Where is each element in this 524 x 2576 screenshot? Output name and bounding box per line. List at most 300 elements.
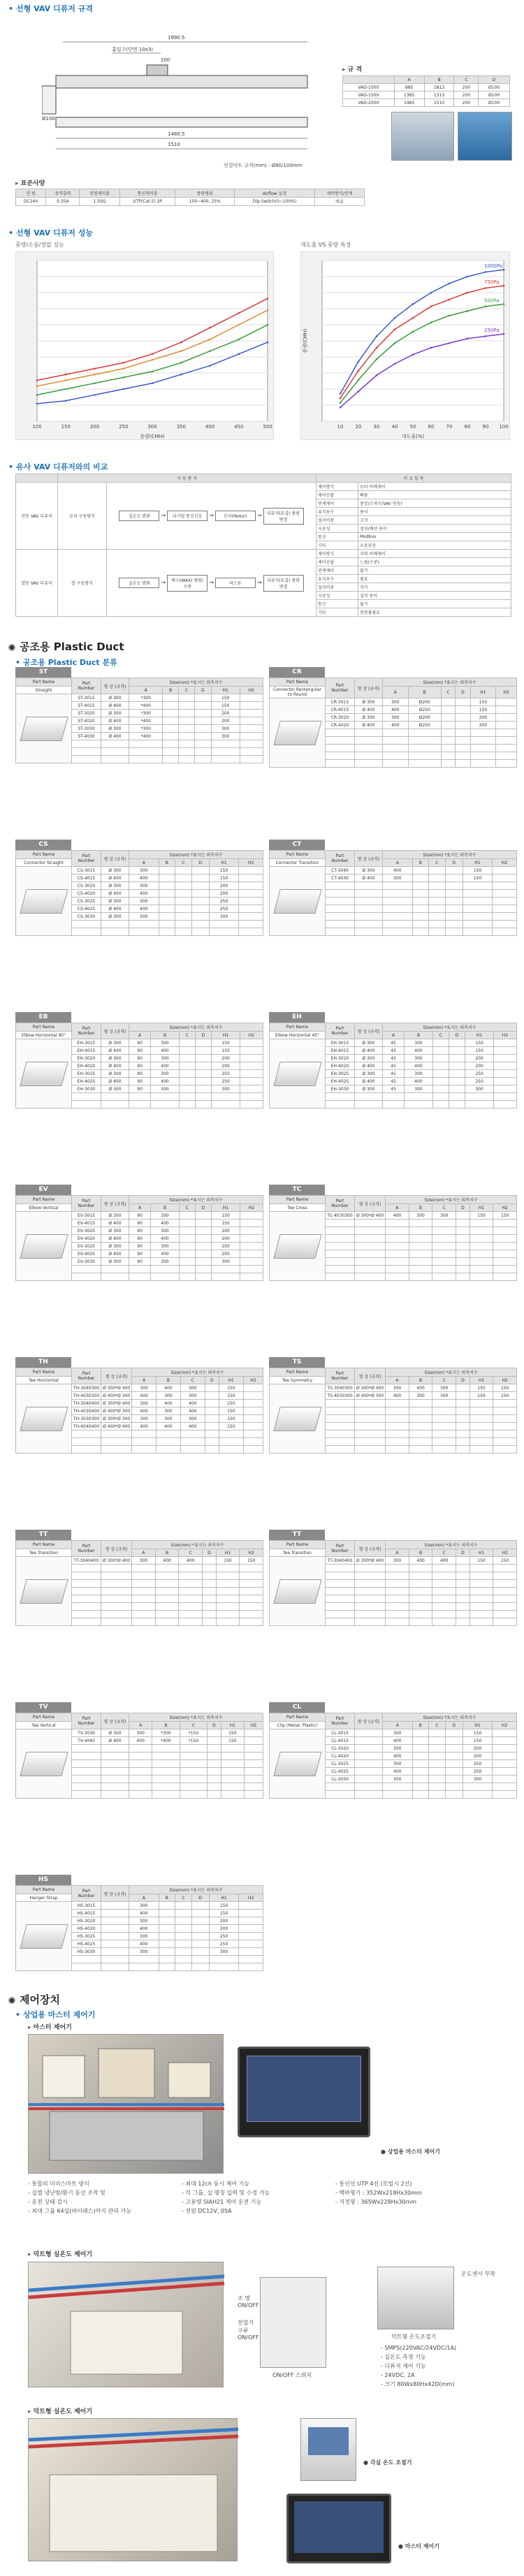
duct-illustration xyxy=(270,1212,326,1281)
duct-shape-icon xyxy=(20,1752,68,1776)
duct-cell xyxy=(326,1258,355,1266)
duct-cell xyxy=(151,1101,180,1108)
duct-cell: Ø 300 xyxy=(101,1212,129,1220)
duct-cell xyxy=(456,1446,470,1454)
duct-cell: Ø 300*Ø 300 xyxy=(101,1415,132,1423)
dim-2: 흡입구(단면 10x3) xyxy=(112,47,154,52)
col-letter: C xyxy=(175,1894,192,1902)
duct-cell: EV-3030 xyxy=(72,1258,101,1266)
duct-cell xyxy=(470,729,496,737)
flow-step: 피스톤 xyxy=(215,578,256,588)
duct-cell xyxy=(326,1101,355,1108)
duct-cell xyxy=(179,1235,195,1243)
duct-illustration xyxy=(270,867,326,936)
section-bullet-icon xyxy=(8,644,15,651)
duct-shape-icon xyxy=(20,1062,68,1086)
comparison-header-cell xyxy=(16,474,58,483)
duct-cell xyxy=(159,1910,175,1917)
dim-3: 200 xyxy=(161,57,170,63)
duct-cell xyxy=(239,913,263,921)
compare-item: 유지보수 xyxy=(316,508,358,516)
duct-cell xyxy=(429,1791,446,1799)
duct-cell: 300 xyxy=(151,1055,180,1062)
duct-cell: 300 xyxy=(129,867,159,874)
duct-cell: 300 xyxy=(132,1400,157,1407)
duct-cell xyxy=(493,1093,516,1101)
duct-cell: Ø 300 xyxy=(101,913,129,921)
duct-cell xyxy=(72,1768,101,1776)
col-size: Size(mm) *표시는 외측치수 xyxy=(129,1023,263,1032)
col-size: Size(mm) *표시는 외측치수 xyxy=(132,1368,263,1377)
duct-cell: 300 xyxy=(383,1745,413,1752)
duct-cell xyxy=(386,1572,409,1580)
data-point xyxy=(485,335,487,337)
duct-cell xyxy=(155,1611,179,1618)
duct-cell: EH-3030 xyxy=(326,1085,355,1093)
duct-cell xyxy=(326,921,355,928)
compare-item: 설치비용 xyxy=(316,583,358,592)
data-point xyxy=(358,360,360,363)
duct-cell xyxy=(132,1603,156,1611)
duct-cell xyxy=(72,1565,101,1572)
duct-cell xyxy=(326,905,355,913)
duct-cell xyxy=(244,1760,263,1768)
col-part-number: Part Number xyxy=(72,1713,101,1729)
duct-illustration xyxy=(270,698,326,768)
duct-cell xyxy=(441,714,455,722)
duct-cell xyxy=(412,1768,429,1776)
duct-header-row xyxy=(270,851,517,859)
sec5-sub: • 상업용 마스터 제어기 xyxy=(15,2009,95,2020)
duct-table xyxy=(269,1713,517,1799)
duct-cell xyxy=(412,1729,429,1737)
duct-cell: 300 xyxy=(209,913,239,921)
duct-cell: 400 xyxy=(129,905,159,913)
duct-cell xyxy=(445,867,463,874)
duct-cell xyxy=(456,1415,470,1423)
duct-cell xyxy=(129,1266,151,1273)
duct-cell: Ø 400 xyxy=(355,1078,383,1085)
duct-code: EB xyxy=(15,1012,71,1023)
duct-cell xyxy=(179,1047,195,1055)
duct-cell xyxy=(456,1227,470,1235)
compare-value: 소음낮음 xyxy=(358,541,511,550)
col-letter: H1 xyxy=(463,859,493,867)
duct-cell xyxy=(470,1565,493,1572)
duct-cell xyxy=(493,1603,517,1611)
data-point xyxy=(430,347,432,349)
col-letter: D xyxy=(208,1722,221,1729)
room1-caption: 덕트형 온도조절기 xyxy=(391,2334,437,2340)
duct-cell xyxy=(101,1917,129,1925)
x-tick-label: 500 xyxy=(263,424,272,430)
col-letter: H1 xyxy=(209,859,239,867)
building-illustration xyxy=(28,2034,224,2174)
arrow-right-icon: → xyxy=(256,579,262,585)
duct-cell xyxy=(409,1603,432,1611)
duct-cell xyxy=(243,1438,263,1446)
list4 xyxy=(381,2343,514,2389)
sec2-title: • 선형 VAV 디퓨저 성능 xyxy=(8,227,93,238)
duct-cell xyxy=(355,1423,386,1430)
duct-cell: 300 xyxy=(383,874,413,882)
duct-cell xyxy=(194,740,211,748)
duct-cell xyxy=(409,1446,432,1454)
duct-cell xyxy=(493,1101,516,1108)
duct-header-row-2 xyxy=(16,1377,263,1384)
duct-cell xyxy=(159,1917,175,1925)
duct-cell xyxy=(132,1618,156,1626)
col-letter: B xyxy=(159,859,175,867)
col-letter: A xyxy=(386,1204,409,1212)
col-part-number: Part Number xyxy=(72,1541,101,1557)
duct-cell: 400 xyxy=(383,722,409,729)
duct-cell xyxy=(72,1266,101,1273)
duct-cell xyxy=(456,737,470,745)
duct-cell xyxy=(179,1070,195,1078)
duct-cell xyxy=(101,1093,129,1101)
duct-cell xyxy=(129,1768,152,1776)
data-point xyxy=(503,269,505,271)
duct-cell xyxy=(449,1062,465,1070)
duct-cell: Ø 300*Ø 400 xyxy=(101,1557,132,1565)
duct-header-row-2 xyxy=(270,859,517,867)
duct-row xyxy=(270,698,517,706)
duct-cell xyxy=(493,1588,517,1595)
duct-cell xyxy=(240,1266,263,1273)
duct-cell: TH-4030400 xyxy=(72,1407,101,1415)
duct-cell xyxy=(195,1078,212,1085)
duct-cell xyxy=(240,1580,263,1588)
duct-cell: CL-4015 xyxy=(326,1737,355,1745)
duct-cell xyxy=(208,1745,221,1752)
part-name: Tee Cross xyxy=(270,1204,326,1212)
duct-cell xyxy=(72,1603,101,1611)
x-tick-label: 450 xyxy=(234,424,244,430)
duct-cell xyxy=(159,1940,175,1948)
duct-illustration xyxy=(16,1729,72,1799)
duct-cell xyxy=(72,1956,101,1963)
duct-cell: Ø 400*Ø 300 xyxy=(355,1392,386,1400)
duct-cell: 300 xyxy=(386,1384,409,1392)
duct-cell xyxy=(470,1572,493,1580)
arrow-right-icon: → xyxy=(161,512,166,518)
duct-cell: Ø 300 xyxy=(355,1085,383,1093)
duct-cell xyxy=(159,1902,175,1910)
duct-cell xyxy=(463,1783,493,1791)
duct-cell xyxy=(432,1039,449,1047)
col-part-number: Part Number xyxy=(326,851,355,867)
std-header: 제어방식/연계 xyxy=(314,189,364,198)
duct-cell: 300 xyxy=(383,1776,413,1783)
duct-cell xyxy=(72,1745,101,1752)
duct-cell xyxy=(155,1588,179,1595)
spec-cell: 885 xyxy=(394,84,424,92)
duct-cell xyxy=(101,1791,129,1799)
compare-item: 설치비용 xyxy=(316,516,358,525)
col-letter: B xyxy=(155,1549,179,1557)
col-shape: 형 상 (규격) xyxy=(101,1541,132,1557)
duct-cell: 200 xyxy=(465,1062,494,1070)
duct-cell: TH-4040400 xyxy=(72,1423,101,1430)
duct-illustration xyxy=(270,1039,326,1108)
duct-cell xyxy=(194,756,211,763)
compare-item: 제어응답 xyxy=(316,491,358,499)
duct-cell xyxy=(496,698,517,706)
duct-illustration xyxy=(16,1039,72,1108)
duct-header-row-2 xyxy=(270,1549,517,1557)
col-part-name: Part Name xyxy=(270,1196,326,1204)
duct-cell: 150 xyxy=(493,1557,517,1565)
duct-cell xyxy=(326,1603,355,1611)
duct-cell xyxy=(101,1446,132,1454)
duct-cell xyxy=(152,1745,180,1752)
duct-cell: Ø 400 xyxy=(355,1047,383,1055)
duct-cell xyxy=(191,890,209,898)
duct-cell xyxy=(129,1760,152,1768)
duct-table xyxy=(15,850,263,936)
duct-header-row-2 xyxy=(16,1032,263,1039)
duct-cell xyxy=(195,1250,212,1258)
duct-cell xyxy=(456,1572,470,1580)
duct-cell: 300 xyxy=(129,1902,159,1910)
data-point xyxy=(358,390,360,393)
master-controller-device xyxy=(238,2047,370,2137)
col-letter: A xyxy=(383,687,409,698)
duct-cell xyxy=(432,1266,456,1273)
duct-cell xyxy=(179,740,195,748)
duct-cell: Ø 400 xyxy=(101,1235,129,1243)
duct-cell xyxy=(405,1101,433,1108)
duct-cell xyxy=(449,1047,465,1055)
col-letter: H1 xyxy=(212,1032,240,1039)
duct-card-st xyxy=(15,667,263,763)
duct-cell xyxy=(449,1055,465,1062)
duct-cell xyxy=(205,1407,219,1415)
duct-cell xyxy=(244,1752,263,1760)
duct-cell xyxy=(409,1611,432,1618)
duct-cell xyxy=(326,1588,355,1595)
diffuser-type: 열 구동방식 xyxy=(58,550,107,617)
duct-cell: CL-4020 xyxy=(326,1752,355,1760)
duct-cell xyxy=(409,1407,432,1415)
col-letter: A xyxy=(132,1377,157,1384)
duct-cell xyxy=(355,1611,386,1618)
duct-cell xyxy=(101,1948,129,1956)
duct-cell: 45 xyxy=(383,1078,405,1085)
duct-cell: 150 xyxy=(465,1047,494,1055)
duct-cell xyxy=(179,1220,195,1227)
duct-cell xyxy=(386,1243,409,1250)
duct-cell xyxy=(383,745,409,752)
duct-cell xyxy=(203,1603,217,1611)
duct-cell xyxy=(409,1220,432,1227)
duct-cell xyxy=(470,1446,493,1454)
duct-cell xyxy=(72,1430,101,1438)
duct-cell xyxy=(179,1243,195,1250)
duct-cell: 90 xyxy=(129,1062,151,1070)
duct-cell: 200 xyxy=(465,1055,494,1062)
list-item: - 최대 12ch 동시 제어 기능 xyxy=(182,2181,250,2187)
duct-header-row-2 xyxy=(16,1894,263,1902)
col-shape: 형 상 (규격) xyxy=(101,851,129,867)
duct-cell xyxy=(129,1745,152,1752)
duct-cell: *300 xyxy=(152,1729,180,1737)
duct-cell xyxy=(355,1415,386,1423)
duct-card-cs xyxy=(15,840,263,936)
col-letter: A xyxy=(129,1032,151,1039)
col-shape: 형 상 (규격) xyxy=(355,851,383,867)
duct-cell xyxy=(132,1438,157,1446)
duct-cell: EH-3015 xyxy=(72,1039,101,1047)
duct-cell xyxy=(412,1752,429,1760)
duct-cell xyxy=(211,756,240,763)
duct-card-ts xyxy=(269,1357,517,1454)
duct-cell xyxy=(159,1963,175,1971)
duct-card-tt xyxy=(15,1530,263,1626)
room2-svg xyxy=(29,2419,238,2562)
compare-item: 제어응답 xyxy=(316,558,358,566)
duct-cell: 300 xyxy=(180,1392,205,1400)
duct-cell xyxy=(470,1220,493,1227)
list-item: - 고용량 SIAH21 제어 운전 기능 xyxy=(182,2199,262,2205)
duct-cell xyxy=(408,729,441,737)
duct-cell: 400 xyxy=(155,1557,179,1565)
duct-shape-icon xyxy=(273,1234,321,1259)
comparison-header xyxy=(16,474,511,483)
col-part-name: Part Name xyxy=(270,1368,326,1377)
duct-cell xyxy=(211,748,240,756)
duct-cell xyxy=(72,1611,101,1618)
duct-cell xyxy=(175,890,192,898)
data-point xyxy=(122,367,124,369)
duct-cell xyxy=(240,1085,263,1093)
col-letter: H2 xyxy=(493,1204,517,1212)
duct-header-row-2 xyxy=(270,687,517,698)
data-point xyxy=(340,407,342,409)
x-tick-label: 200 xyxy=(89,424,100,430)
duct-cell xyxy=(191,867,209,874)
data-point xyxy=(180,350,182,352)
col-letter: H1 xyxy=(463,1722,493,1729)
duct-cell xyxy=(180,1745,207,1752)
duct-cell: 200 xyxy=(463,1745,493,1752)
duct-cell xyxy=(209,1963,239,1971)
duct-cell xyxy=(409,1595,432,1603)
duct-cell xyxy=(129,1776,152,1783)
duct-cell xyxy=(326,1093,355,1101)
duct-cell xyxy=(194,717,211,725)
duct-header-row xyxy=(270,1023,517,1032)
duct-cell xyxy=(409,1580,432,1588)
duct-cell: 90 xyxy=(129,1039,151,1047)
duct-cell xyxy=(493,1423,517,1430)
duct-cell xyxy=(445,1783,463,1791)
duct-cell: 250 xyxy=(212,1250,240,1258)
duct-cell xyxy=(101,1963,129,1971)
duct-cell xyxy=(493,928,517,936)
duct-cell xyxy=(216,1603,240,1611)
std-cell: 액츄 xyxy=(314,198,364,206)
duct-illustration xyxy=(16,867,72,936)
col-letter: B xyxy=(151,1032,180,1039)
duct-card-eb xyxy=(15,1012,263,1108)
col-letter: H1 xyxy=(221,1722,244,1729)
spec-cell: Ø100 xyxy=(479,84,510,92)
duct-cell xyxy=(355,1595,386,1603)
duct-cell: 300 xyxy=(157,1415,181,1423)
duct-cell xyxy=(191,882,209,890)
duct-cell xyxy=(493,1400,517,1407)
duct-cell: 400 xyxy=(157,1400,181,1407)
duct-cell xyxy=(243,1384,263,1392)
duct-cell xyxy=(496,760,517,768)
duct-cell: Ø 400 xyxy=(101,905,129,913)
duct-cell xyxy=(386,1580,409,1588)
duct-cell xyxy=(239,1933,263,1940)
duct-cell xyxy=(429,1729,446,1737)
duct-cell xyxy=(205,1423,219,1430)
part-name: Tee Horizontal xyxy=(16,1377,72,1384)
compare-item: 연계제어 xyxy=(316,499,358,508)
duct-cell: Ø 300 xyxy=(101,1729,129,1737)
duct-cell: 400 xyxy=(180,1407,205,1415)
duct-cell xyxy=(441,745,455,752)
duct-cell xyxy=(493,1430,517,1438)
duct-cell xyxy=(326,1243,355,1250)
data-point xyxy=(65,379,67,381)
duct-cell xyxy=(179,1078,195,1085)
duct-cell xyxy=(219,1446,243,1454)
duct-cell: Ø 300 xyxy=(101,1258,129,1266)
flow-step: 모터(Motor) xyxy=(215,511,256,521)
duct-cell xyxy=(195,1235,212,1243)
data-point xyxy=(238,312,240,314)
duct-cell xyxy=(355,1446,386,1454)
data-point xyxy=(65,388,67,390)
duct-cell: Ø 400 xyxy=(101,1078,129,1085)
spec-cell: 200 xyxy=(454,84,479,92)
duct-header-row xyxy=(16,1368,263,1377)
duct-cell xyxy=(179,1611,203,1618)
data-point xyxy=(485,287,487,289)
col-letter: H1 xyxy=(216,1549,240,1557)
duct-cell: HS-3015 xyxy=(72,1902,101,1910)
duct-cell: Ø 400*Ø 400 xyxy=(101,1423,132,1430)
duct-cell xyxy=(72,740,101,748)
duct-cell xyxy=(429,1776,446,1783)
switch-panel xyxy=(260,2277,326,2368)
duct-cell xyxy=(240,1572,263,1580)
data-point xyxy=(449,315,451,317)
duct-cell: TH-4030300 xyxy=(72,1392,101,1400)
data-point xyxy=(412,303,414,305)
duct-cell: HS-3030 xyxy=(72,1948,101,1956)
x-tick-label: 250 xyxy=(119,424,129,430)
col-letter: C xyxy=(180,1722,207,1729)
duct-table xyxy=(15,678,263,763)
duct-cell xyxy=(445,1752,463,1760)
x-tick-label: 30 xyxy=(373,424,380,430)
duct-cell xyxy=(244,1776,263,1783)
duct-cell xyxy=(240,1101,263,1108)
duct-cell xyxy=(129,1783,152,1791)
duct-cell xyxy=(429,1752,446,1760)
duct-cell xyxy=(470,1243,493,1250)
duct-cell xyxy=(179,1085,195,1093)
duct-cell xyxy=(72,1101,101,1108)
duct-row xyxy=(16,867,263,874)
